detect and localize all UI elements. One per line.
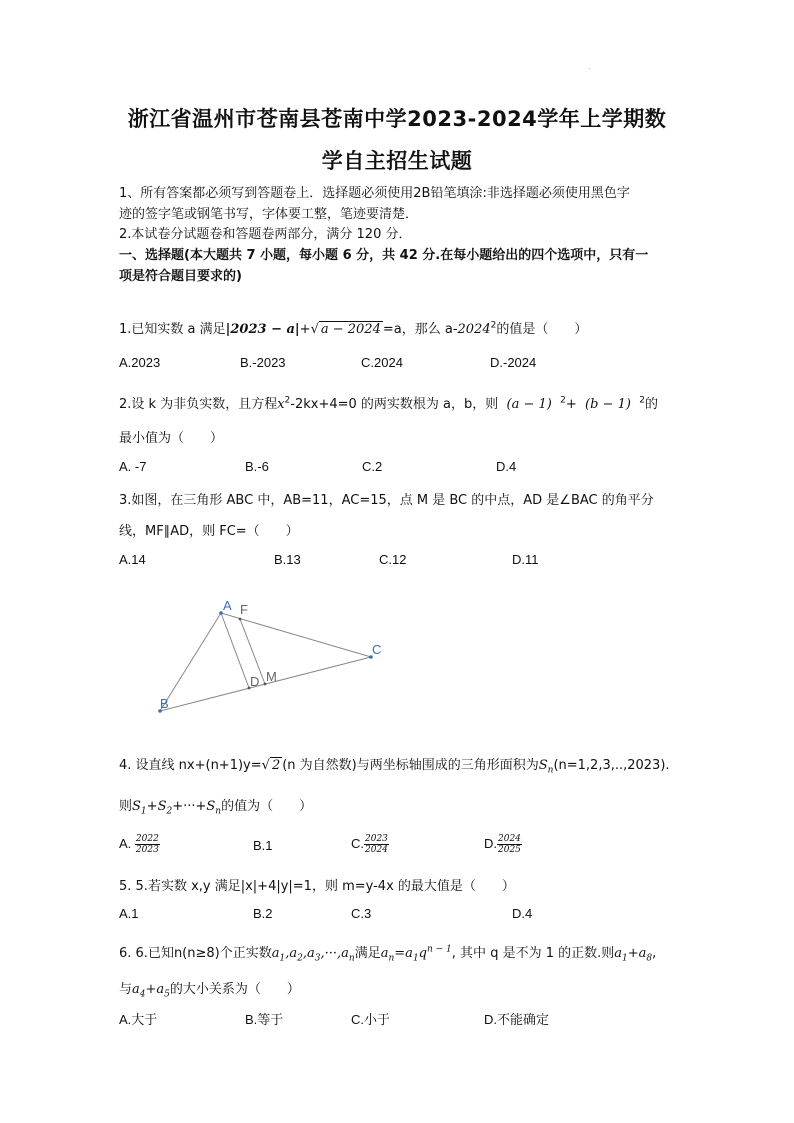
q6-l2-a4-sub: 4 [139, 989, 146, 1000]
q6-t-a8-sub: 8 [646, 953, 653, 964]
q6-q: q [418, 946, 427, 961]
q6-option-c: C.小于 [351, 1012, 391, 1027]
question-5: 5. 5.若实数 x,y 满足|x|+4|y|=1，则 m=y-4x 的最大值是（ ） [119, 879, 515, 894]
q6-option-b: B.等于 [245, 1012, 284, 1027]
q6-c1: ,a [285, 946, 298, 961]
q6-sub-3: 3 [314, 953, 321, 964]
q4-option-c-label: C. [351, 835, 364, 851]
q5-option-d: D.4 [512, 906, 533, 921]
instruction-line-3: 2.本试卷分试题卷和答题卷两部分，满分 120 分． [119, 227, 412, 242]
q4-option-d-label: D. [484, 835, 497, 851]
question-2-line-1 [119, 393, 658, 412]
q6-tail: , 其中 q 是不为 1 的正数.则 [451, 946, 615, 961]
q4-option-b: B.1 [253, 838, 273, 853]
label-f: F [240, 602, 248, 617]
q6-sub-1: 1 [279, 953, 286, 964]
question-4-line-1 [119, 754, 670, 776]
q4-option-c-num: 2023 [365, 834, 388, 844]
q1-exp: 2 [490, 320, 497, 331]
question-3-line-2: 线，MF∥AD，则 FC=（ ） [119, 524, 299, 539]
q4-plus: + [146, 799, 158, 814]
q6-l2-a5-sub: 5 [164, 989, 170, 1000]
q5-option-b: B.2 [253, 906, 273, 921]
q4-option-d [484, 834, 522, 855]
q6-l2-a4: a [132, 982, 140, 997]
q6-sub-n: n [348, 953, 355, 964]
section-heading-line-2: 项是符合题目要求的) [119, 269, 242, 284]
q6-mid: 满足 [354, 946, 381, 961]
q4-s2-sub: 2 [166, 806, 173, 817]
q4-sqrt-expr: 2 [271, 758, 281, 773]
q4-s1-sub: 1 [140, 806, 147, 817]
question-4-line-2 [119, 795, 312, 817]
q6-l2-prefix: 与 [119, 982, 133, 997]
q4-prefix: 4. 设直线 nx+(n+1)y= [119, 758, 262, 773]
q1-sqrt-sign: √ [310, 322, 319, 337]
question-2-line-2: 最小值为（ ） [119, 431, 224, 446]
q4-option-c-fraction [364, 834, 389, 855]
q3-option-a: A.14 [119, 552, 146, 567]
q6-c3: ,···,a [320, 946, 349, 961]
instruction-line-2: 迹的签字笔或钢笔书写，字体要工整，笔迹要清楚． [119, 207, 419, 222]
label-b: B [160, 696, 169, 711]
q4-l2-prefix: 则 [119, 799, 133, 814]
q1-eq: =a，那么 a- [382, 322, 458, 337]
q4-mid: (n 为自然数)与两坐标轴围成的三角形面积为 [282, 758, 539, 773]
q1-sqrt-expr: a − 2024 [320, 322, 381, 337]
q1-abs-expr: |2023 − a| [225, 322, 300, 337]
q1-plus: + [299, 322, 311, 337]
q4-sqrt-sign: √ [261, 758, 270, 773]
q4-option-a-den: 2023 [135, 845, 159, 855]
q4-option-d-den: 2025 [498, 845, 521, 855]
q2-option-d: D.4 [496, 459, 517, 474]
q6-t-a1-sub: 1 [622, 953, 628, 964]
q2-exp-2: 2 [639, 395, 645, 406]
segment-ac [221, 613, 371, 657]
q2-plus: + [565, 397, 577, 412]
segment-ab [160, 613, 221, 711]
instruction-line-1: 1、所有答案都必须写到答题卷上．选择题必须使用2B铅笔填涂:非选择题必须使用黑色字 [119, 186, 630, 201]
q6-sub-2: 2 [297, 953, 303, 964]
q4-sn: S [206, 799, 216, 814]
q6-option-d: D.不能确定 [484, 1012, 550, 1027]
q1-option-a: A.2023 [119, 355, 161, 370]
q2-option-b: B.-6 [245, 459, 269, 474]
q2-option-c: C.2 [362, 459, 383, 474]
q6-an: a [380, 946, 389, 961]
q6-eq: =a [394, 946, 413, 961]
q6-c2: ,a [302, 946, 315, 961]
q3-option-b: B.13 [274, 552, 301, 567]
q6-seq-a: a [271, 946, 280, 961]
question-1 [119, 318, 587, 337]
q2-exp-1: 2 [560, 395, 566, 406]
q6-t-a1: a [614, 946, 623, 961]
q2-prefix: 2.设 k 为非负实数，且方程 [119, 397, 278, 412]
q3-option-d: D.11 [512, 552, 539, 567]
q1-option-b: B.-2023 [240, 355, 286, 370]
q4-dots: +···+ [172, 799, 207, 814]
q6-prefix: 6. 6.已知n(n≥8)个正实数 [119, 946, 272, 961]
q4-option-c-den: 2024 [365, 845, 388, 855]
q4-l2-tail: 的值为（ ） [221, 799, 313, 814]
q6-option-a: A.大于 [119, 1012, 158, 1027]
point-f [239, 618, 242, 621]
question-6-line-2 [119, 978, 300, 1000]
q4-s2: S [157, 799, 167, 814]
q2-x-exp: 2 [284, 395, 291, 406]
label-a: A [223, 598, 232, 613]
q2-x: x [277, 397, 285, 412]
q4-option-a-num: 2022 [135, 834, 159, 844]
q1-term: 2024 [457, 322, 491, 337]
q6-eq-sub: 1 [412, 953, 419, 964]
q4-s-sub: n [547, 765, 554, 776]
q6-t-plus: +a [627, 946, 647, 961]
q2-option-a: A. -7 [119, 459, 147, 474]
q6-l2-plus: +a [145, 982, 165, 997]
question-3-line-1: 3.如图，在三角形 ABC 中，AB=11，AC=15，点 M 是 BC 的中点，AD 是∠BAC 的角平分 [119, 493, 654, 508]
question-6-line-1 [119, 942, 656, 964]
page-title-line-1: 浙江省温州市苍南县苍南中学2023-2024学年上学期数 [127, 107, 667, 131]
q1-prefix: 1.已知实数 a 满足 [119, 322, 226, 337]
q4-s1: S [132, 799, 141, 814]
q1-option-d: D.-2024 [490, 355, 537, 370]
section-heading-line-1: 一、选择题(本大题共 7 小题，每小题 6 分，共 42 分.在每小题给出的四个选项中，只有一 [119, 248, 649, 263]
q3-option-c: C.12 [379, 552, 407, 567]
q2-mid: -2kx+4=0 的两实数根为 a，b，则 [290, 397, 499, 412]
page-title-line-2: 学自主招生试题 [321, 149, 473, 173]
q2-term-1: (a − 1) [506, 397, 552, 412]
q4-s: S [538, 758, 548, 773]
segment-ad [221, 613, 249, 688]
q5-option-a: A.1 [119, 906, 139, 921]
q4-tail: (n=1,2,3,..,2023). [553, 758, 670, 773]
q4-option-d-fraction [497, 834, 522, 855]
q1-option-c: C.2024 [361, 355, 403, 370]
q6-q-exp: n − 1 [427, 944, 452, 955]
q6-an-sub: n [388, 953, 395, 964]
q6-l2-tail: 的大小关系为（ ） [169, 982, 300, 997]
q4-sn-sub: n [215, 806, 222, 817]
q4-option-c [351, 834, 389, 855]
q4-option-a-fraction [135, 834, 160, 855]
q4-option-d-num: 2024 [498, 834, 521, 844]
q2-tail: 的 [644, 397, 658, 412]
q6-t-comma: , [652, 946, 657, 961]
scan-dot: . [588, 62, 591, 71]
label-d: D [250, 674, 260, 689]
q2-term-2: (b − 1) [585, 397, 631, 412]
q4-option-a-label: A. [119, 835, 132, 851]
label-m: M [266, 669, 277, 684]
q5-option-c: C.3 [351, 906, 372, 921]
triangle-figure [150, 592, 390, 722]
label-c: C [372, 642, 382, 657]
q4-option-a [119, 834, 160, 855]
q1-suffix: 的值是（ ） [496, 322, 588, 337]
